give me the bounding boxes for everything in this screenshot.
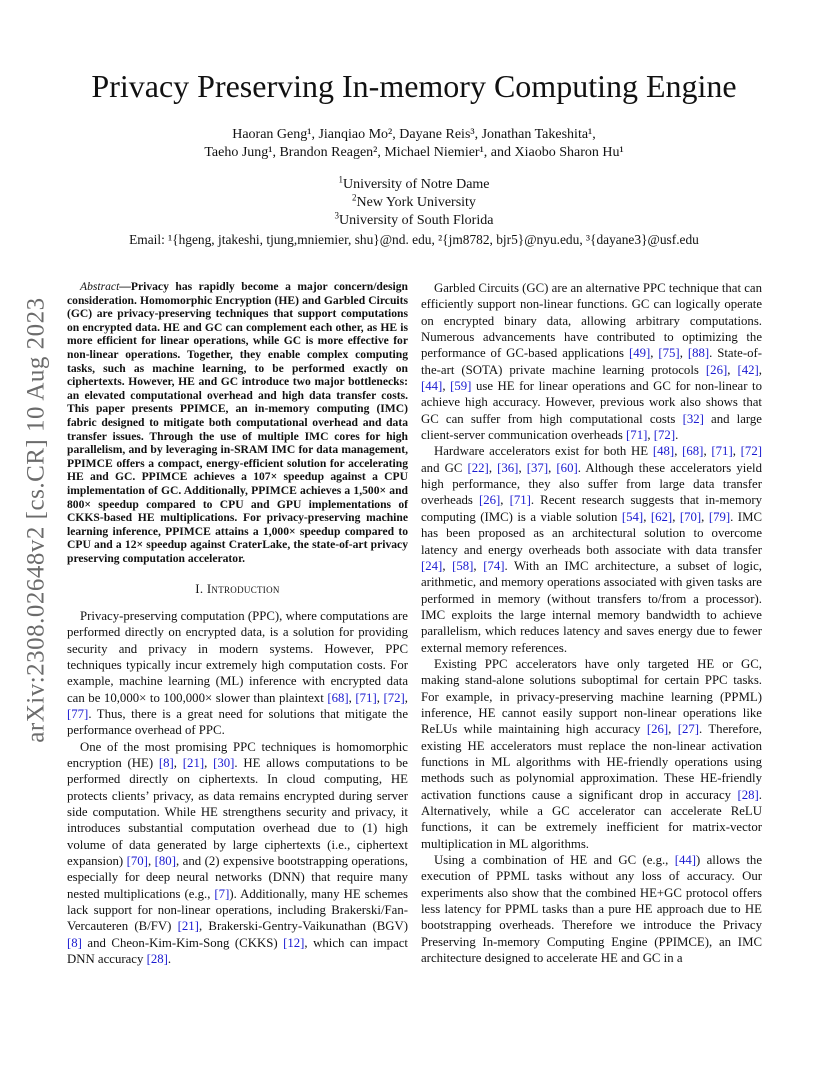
citation-link[interactable]: [72]	[383, 690, 405, 705]
citation-link[interactable]: [8]	[158, 755, 174, 770]
intro-paragraph-2: One of the most promising PPC techniques is homomorphic encryption (HE) [8], [21], [30]. HE allows computations to be performed directly on ciphertexts. In cloud computing, HE protects clients’ privacy, as data remains encrypted during server side computation. While HE strengthens security and privacy, it introduces substantial computation overhead due to (1) high volume of data generated by large ciphertexts (i.e., ciphertext expansion) [70], [80], and (2) expensive bootstrapping operations, especially for deep neural networks (DNN) that require many nested multiplications (e.g., [7]). Additionally, many HE schemes lack support for non-linear operations, including Brakerski/Fan-Vercauteren (B/FV) [21], Brakerski-Gentry-Vaikunathan (BGV) [8] and Cheon-Kim-Kim-Song (CKKS) [12], which can impact DNN accuracy [28].	[67, 739, 408, 967]
arxiv-identifier: arXiv:2308.02648v2 [cs.CR] 10 Aug 2023	[23, 297, 50, 743]
citation-link[interactable]: [58]	[452, 558, 474, 573]
intro-paragraph-5: Existing PPC accelerators have only targeted HE or GC, making stand-alone solutions suboptimal for certain PPC tasks. For example, in privacy-preserving machine learning (PPML) inference, HE cannot easily support non-linear operations like ReLUs while maintaining high accuracy [26], [27]. Therefore, existing HE accelerators must replace the non-linear activation functions in ML algorithms with HE-friendly operations using methods such as polynomial approximation. These HE-friendly activation functions cause a significant drop in accuracy [28]. Alternatively, while a GC accelerator can accelerate ReLU functions, it can be extremely inefficient for matrix-vector multiplication in ML algorithms.	[421, 656, 762, 851]
citation-link[interactable]: [72]	[740, 444, 762, 459]
paper-title: Privacy Preserving In-memory Computing Engine	[91, 68, 737, 104]
citation-link[interactable]: [71]	[626, 428, 648, 443]
citation-link[interactable]: [32]	[682, 411, 704, 426]
authors-line-2: Taeho Jung¹, Brandon Reagen², Michael Niemier¹, and Xiaobo Sharon Hu¹	[204, 145, 624, 160]
authors-line-1: Haoran Geng¹, Jianqiao Mo², Dayane Reis³, Jonathan Takeshita¹,	[232, 127, 596, 142]
author-list	[0, 126, 828, 162]
citation-link[interactable]: [22]	[467, 460, 489, 475]
citation-link[interactable]: [59]	[450, 379, 472, 394]
citation-link[interactable]: [71]	[355, 690, 377, 705]
citation-link[interactable]: [68]	[327, 690, 349, 705]
intro-paragraph-1: Privacy-preserving computation (PPC), where computations are performed directly on encrypted data, is a solution for providing security and privacy in modern systems. However, PPC techniques typically incur extremely high computation costs. For example, machine learning (ML) inference with encrypted data can be 10,000× to 100,000× slower than plaintext [68], [71], [72], [77]. Thus, there is a great need for solutions that mitigate the performance overhead of PPC.	[67, 608, 408, 738]
citation-link[interactable]: [28]	[737, 787, 759, 802]
citation-link[interactable]: [27]	[677, 722, 700, 737]
citation-link[interactable]: [79]	[708, 509, 731, 524]
intro-paragraph-6: Using a combination of HE and GC (e.g., [44]) allows the execution of PPML tasks without any loss of accuracy. Our experiments also show that the combined HE+GC protocol offers less latency for PPML tasks than a pure HE approach due to HE bootstrapping overheads. Therefore we introduce the Privacy Preserving In-memory Computing Engine (PPIMCE), an IMC architecture designed to accelerate HE and GC in a	[421, 853, 762, 966]
citation-link[interactable]: [54]	[621, 509, 644, 524]
intro-paragraph-4: Hardware accelerators exist for both HE [48], [68], [71], [72] and GC [22], [36], [37], [60]. Although these accelerators yield high performance, they also suffer from large data transfer overheads [26], [71]. Recent research suggests that in-memory computing (IMC) is a viable solution [54], [62], [70], [79]. IMC has been proposed as an architectural solution to overcome latency and energy overheads both associate with data transfer [24], [58], [74]. With an IMC architecture, a subset of logic, arithmetic, and memory operations associated with given tasks are performed in memory (without transfers to/from a processor). IMC exploits the large internal memory bandwidth to achieve parallelism, which reduces latency and saves energy due to fewer external memory references.	[421, 444, 762, 655]
author-emails: Email: ¹{hgeng, jtakeshi, tjung,mniemier, shu}@nd. edu, ²{jm8782, bjr5}@nyu.edu, ³{dayane3}@usf.edu	[129, 232, 699, 247]
citation-link[interactable]: [74]	[483, 558, 505, 573]
citation-link[interactable]: [62]	[650, 509, 673, 524]
citation-link[interactable]: [28]	[146, 952, 168, 967]
citation-link[interactable]: [77]	[67, 706, 89, 721]
citation-link[interactable]: [44]	[674, 853, 697, 868]
arxiv-sidebar-stamp	[10, 270, 64, 770]
abstract	[67, 280, 408, 565]
citation-link[interactable]: [12]	[283, 935, 305, 950]
citation-link[interactable]: [30]	[213, 755, 235, 770]
abstract-label: Abstract	[80, 280, 120, 293]
affiliation-2: $^2$New York University	[352, 192, 476, 210]
citation-link[interactable]: [70]	[679, 509, 702, 524]
citation-link[interactable]: [88]	[687, 346, 710, 361]
citation-link[interactable]: [7]	[214, 886, 230, 901]
citation-link[interactable]: [21]	[182, 755, 205, 770]
citation-link[interactable]: [71]	[509, 493, 531, 508]
citation-link[interactable]: [72]	[653, 428, 676, 443]
citation-link[interactable]: [24]	[421, 558, 443, 573]
citation-link[interactable]: [71]	[711, 444, 733, 459]
citation-link[interactable]: [26]	[705, 362, 728, 377]
left-column	[67, 280, 408, 967]
citation-link[interactable]: [26]	[646, 722, 669, 737]
citation-link[interactable]: [48]	[652, 444, 675, 459]
citation-link[interactable]: [44]	[421, 379, 443, 394]
right-column	[421, 280, 762, 966]
citation-link[interactable]: [26]	[478, 493, 501, 508]
citation-link[interactable]: [75]	[658, 346, 680, 361]
section-heading-introduction: I. Introduction	[195, 582, 280, 597]
citation-link[interactable]: [70]	[126, 853, 148, 868]
citation-link[interactable]: [68]	[682, 444, 704, 459]
citation-link[interactable]: [21]	[177, 919, 199, 934]
citation-link[interactable]: [60]	[556, 460, 578, 475]
citation-link[interactable]: [42]	[737, 362, 759, 377]
affiliations	[0, 176, 828, 230]
citation-link[interactable]: [37]	[526, 460, 549, 475]
intro-paragraph-3: Garbled Circuits (GC) are an alternative PPC technique that can efficiently support non-linear functions. GC can logically operate on encrypted binary data, allowing arbitrary computations. Numerous advancements have contributed to optimizing the performance of GC-based applications [49], [75], [88]. State-of-the-art (SOTA) private machine learning protocols [26], [42], [44], [59] use HE for linear operations and GC for non-linear to achieve high accuracy. However, previous work also shows that GC can suffer from high computational costs [32] and large client-server communication overheads [71], [72].	[421, 281, 763, 443]
citation-link[interactable]: [80]	[154, 853, 176, 868]
affiliation-1: $^1$University of Notre Dame	[338, 174, 490, 192]
citation-link[interactable]: [36]	[497, 460, 519, 475]
citation-link[interactable]: [8]	[67, 935, 82, 950]
citation-link[interactable]: [49]	[628, 346, 651, 361]
affiliation-3: $^3$University of South Florida	[334, 210, 494, 228]
abstract-text: —Privacy has rapidly become a major concern/design consideration. Homomorphic Encryption (HE) and Garbled Circuits (GC) are privacy-preserving techniques that support computations on encrypted data. HE and GC can complement each other, as HE is more efficient for linear operations, while GC is more effective for non-linear operations. Together, they enable complex computing tasks, such as machine learning, to be performed exactly on ciphertexts. However, HE and GC introduce two major bottlenecks: an elevated computational overhead and high data transfer costs. This paper presents PPIMCE, an in-memory computing (IMC) fabric designed to mitigate both computational overhead and data transfer issues. Through the use of multiple IMC cores for high parallelism, and by leveraging in-SRAM IMC for data management, PPIMCE offers a compact, energy-efficient solution for accelerating HE and GC. PPIMCE achieves a 107× speedup against a CPU implementation of GC. Additionally, PPIMCE achieves a 1,500× and 800× speedup compared to CPU and GPU implementations of CKKS-based HE multiplications. For privacy-preserving machine learning inference, PPIMCE attains a 1,000× speedup compared to CPU and a 12× speedup against CraterLake, the state-of-art privacy preserving computation accelerator.	[67, 280, 408, 565]
